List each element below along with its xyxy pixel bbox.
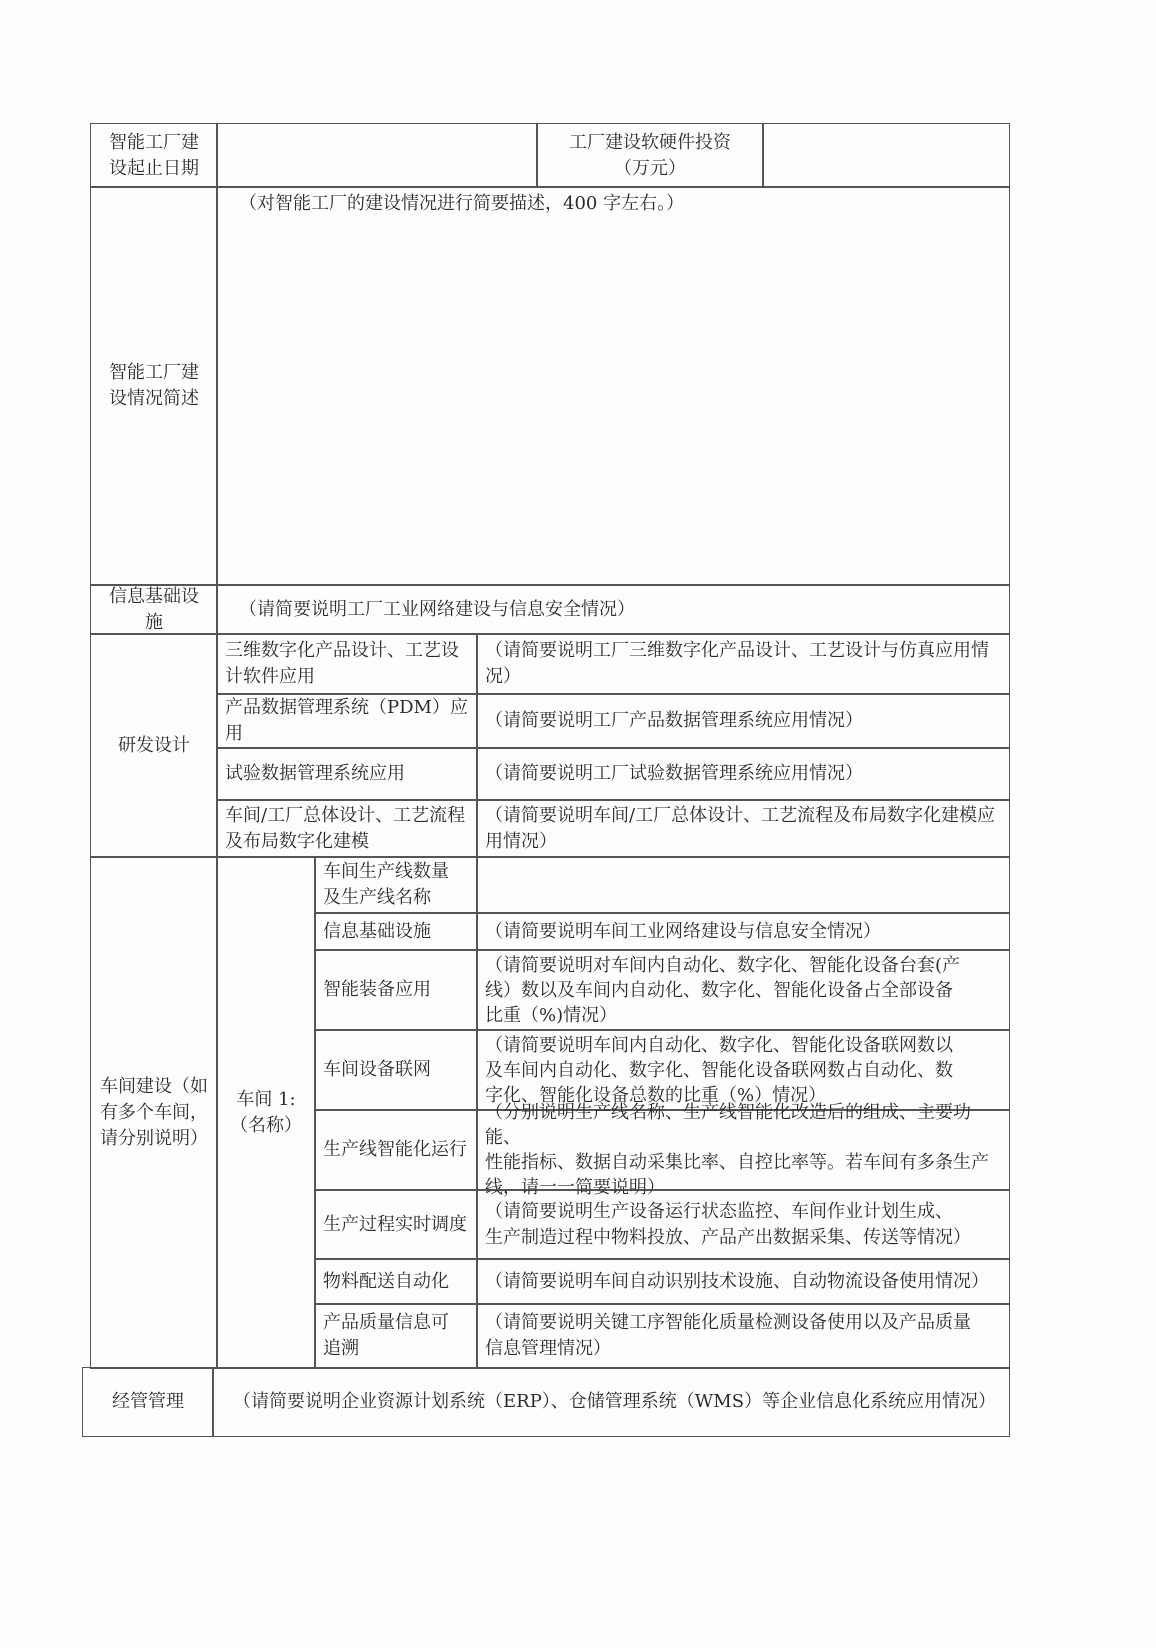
rd-item-name-text: 三维数字化产品设计、工艺设 计软件应用 bbox=[225, 640, 459, 687]
infra-content-cell[interactable] bbox=[216, 584, 1010, 635]
workshop-item-name-text: 产品质量信息可 追溯 bbox=[323, 1312, 449, 1359]
infra-label-cell bbox=[90, 584, 218, 635]
workshop-item-name bbox=[314, 949, 478, 1031]
workshop-item-hint-text: （请简要说明关键工序智能化质量检测设备使用以及产品质量 信息管理情况） bbox=[485, 1312, 971, 1359]
summary-hint: （对智能工厂的建设情况进行简要描述，400 字左右。） bbox=[239, 193, 685, 214]
date-label-cell bbox=[90, 123, 218, 188]
invest-label: 工厂建设软硬件投资 （万元） bbox=[569, 131, 731, 179]
workshop-item-hint[interactable] bbox=[476, 1189, 1010, 1260]
workshop-item-name bbox=[314, 1109, 478, 1191]
workshop-item-name-text: 物料配送自动化 bbox=[323, 1270, 449, 1292]
workshop-item-hint[interactable] bbox=[476, 1303, 1010, 1369]
summary-label: 智能工厂建 设情况简述 bbox=[109, 362, 199, 409]
workshop-item-name bbox=[314, 1189, 478, 1260]
date-value-cell[interactable] bbox=[216, 123, 538, 188]
workshop-item-hint-text: （请简要说明生产设备运行状态监控、车间作业计划生成、 生产制造过程中物料投放、产品产出数据采集、传送等情况） bbox=[485, 1200, 971, 1248]
workshop-item-hint-text: （请简要说明车间自动识别技术设施、自动物流设备使用情况） bbox=[485, 1270, 989, 1292]
management-hint: （请简要说明企业资源计划系统（ERP）、仓储管理系统（WMS）等企业信息化系统应用情况） bbox=[233, 1391, 997, 1412]
workshop-item-name bbox=[314, 1258, 478, 1305]
workshop-item-name bbox=[314, 1303, 478, 1369]
rd-item-hint[interactable] bbox=[476, 747, 1010, 801]
workshop-item-name bbox=[314, 1029, 478, 1111]
rd-item-name-text: 产品数据管理系统（PDM）应用 bbox=[225, 697, 468, 744]
workshop-item-hint[interactable] bbox=[476, 949, 1010, 1031]
workshop-item-hint-text: （请简要说明对车间内自动化、数字化、智能化设备台套(产 线）数以及车间内自动化、数字化、智能化设备占全部设备 比重（%)情况） bbox=[485, 954, 961, 1026]
workshop-item-hint[interactable] bbox=[476, 856, 1010, 914]
management-content-cell[interactable] bbox=[212, 1367, 1010, 1437]
workshop-item-name-text: 生产过程实时调度 bbox=[323, 1213, 467, 1235]
workshop-item-hint-text: （请简要说明车间工业网络建设与信息安全情况） bbox=[485, 920, 881, 942]
summary-content-cell[interactable] bbox=[216, 186, 1010, 586]
invest-value-cell[interactable] bbox=[762, 123, 1010, 188]
rd-label-cell bbox=[90, 633, 218, 858]
management-label-cell bbox=[82, 1367, 214, 1437]
workshop-item-name-text: 智能装备应用 bbox=[323, 979, 431, 1000]
workshop-item-hint[interactable] bbox=[476, 1258, 1010, 1305]
rd-item-name bbox=[216, 747, 478, 801]
rd-item-name bbox=[216, 693, 478, 749]
rd-item-hint-text: （请简要说明工厂三维数字化产品设计、工艺设计与仿真应用情况） bbox=[485, 640, 989, 687]
workshop-item-hint[interactable] bbox=[476, 1102, 1010, 1198]
workshop-item-hint-text: （分别说明生产线名称、生产线智能化改造后的组成、主要功能、 性能指标、数据自动采集比率、自控比率等。若车间有多条生产 线，请一一简要说明） bbox=[485, 1102, 989, 1198]
date-label: 智能工厂建 设起止日期 bbox=[109, 131, 199, 179]
infra-label: 信息基础设 施 bbox=[109, 585, 199, 633]
infra-hint: （请简要说明工厂工业网络建设与信息安全情况） bbox=[239, 598, 635, 620]
invest-label-cell bbox=[536, 123, 764, 188]
workshop-label-cell bbox=[90, 856, 218, 1369]
workshop-item-name bbox=[314, 856, 478, 914]
workshop-item-name bbox=[314, 912, 478, 951]
rd-item-hint-text: （请简要说明工厂产品数据管理系统应用情况） bbox=[485, 710, 863, 731]
rd-item-name-text: 车间/工厂总体设计、工艺流程 及布局数字化建模 bbox=[225, 804, 466, 852]
workshop-item-name-text: 车间设备联网 bbox=[323, 1059, 431, 1080]
workshop-item-hint-text: （请简要说明车间内自动化、数字化、智能化设备联网数以 及车间内自动化、数字化、智能化设备联网数占自动化、数 字化、智能化设备总数的比重（%）情况） bbox=[485, 1034, 953, 1106]
rd-item-hint-text: （请简要说明车间/工厂总体设计、工艺流程及布局数字化建模应 用情况） bbox=[485, 804, 996, 852]
workshop-label: 车间建设（如 有多个车间， 请分别说明） bbox=[100, 1075, 208, 1149]
rd-item-name-text: 试验数据管理系统应用 bbox=[225, 763, 405, 784]
rd-item-hint[interactable] bbox=[476, 693, 1010, 749]
summary-label-cell bbox=[90, 186, 218, 586]
workshop-item-hint[interactable] bbox=[476, 912, 1010, 951]
rd-item-name bbox=[216, 799, 478, 858]
workshop-item-hint[interactable] bbox=[476, 1029, 1010, 1111]
rd-item-hint[interactable] bbox=[476, 799, 1010, 858]
rd-label: 研发设计 bbox=[118, 734, 190, 756]
rd-item-name bbox=[216, 633, 478, 695]
workshop-item-name-text: 信息基础设施 bbox=[323, 920, 431, 942]
workshop-sub-label: 车间 1: （名称） bbox=[230, 1088, 302, 1136]
workshop-sub-label-cell bbox=[216, 856, 316, 1369]
workshop-item-name-text: 车间生产线数量 及生产线名称 bbox=[323, 861, 449, 908]
workshop-item-name-text: 生产线智能化运行 bbox=[323, 1139, 467, 1160]
management-label: 经管管理 bbox=[112, 1391, 184, 1412]
rd-item-hint-text: （请简要说明工厂试验数据管理系统应用情况） bbox=[485, 763, 863, 784]
rd-item-hint[interactable] bbox=[476, 633, 1010, 695]
